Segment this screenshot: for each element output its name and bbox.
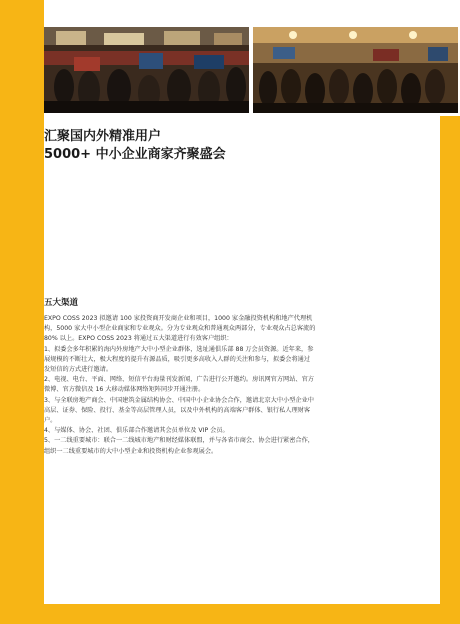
event-photo-left — [44, 27, 249, 113]
yellow-frame-bottom — [0, 604, 460, 624]
paragraph: 2、电视、电台、平面、网络、短信平台海量刊发新闻，广告进行公开邀约。房讯网官方网站、官方微博、官方微信及 16 大移动媒体网络矩阵同步开通注册。 — [44, 376, 314, 394]
section-title: 五大渠道 — [44, 298, 79, 308]
paragraph: 5、一二线重要城市：联合一二线城市地产和财经媒体联盟，并与各省市商会、协会进行紧密合作，组织一二线重要城市的大中小型企业和投资机构企业参观展会。 — [44, 437, 314, 455]
paragraph: 4、与媒体、协会、社团、俱乐部合作邀请其会员单位及 VIP 会员。 — [44, 427, 229, 435]
body-text — [44, 314, 316, 457]
headline-line-1: 汇聚国内外精准用户 — [44, 129, 162, 144]
paragraph: 1、拟委会多年积累的海内外房地产大中小型企业群体，选址通俱乐部 88 万会员资源。近年来，参展规模的不断壮大，极大程度的提升有源品质，吸引更多高收入人群的关注和参与，拟委会将通过发短信的方式进行邀请。 — [44, 345, 314, 374]
page — [44, 0, 440, 604]
paragraph: EXPO COSS 2023 拟邀请 100 家投资商开发商企业和项目，1000 家金融投资机构和地产代理机构，5000 家大中小型企业商家和专业观众。分为专业观众和普通观众两部分，专业观众占总客流的 80% 以上。EXPO COSS 2023 将通过五大渠道进行有效客户组织： — [44, 315, 316, 343]
headline-line-2: 5000+ 中小企业商家齐聚盛会 — [44, 147, 226, 162]
event-photo-right — [253, 27, 458, 113]
headline — [44, 128, 440, 164]
yellow-frame-right — [440, 116, 460, 624]
paragraph: 3、与全联房地产商会、中国建筑金属结构协会、中国中小企业协会合作，邀请北京大中小型企业中高层、证券、保险、投行、基金等高层管理人员，以及中外机构的高端客户群体、银行私人理财客户。 — [44, 396, 314, 425]
yellow-frame-left — [0, 0, 44, 624]
